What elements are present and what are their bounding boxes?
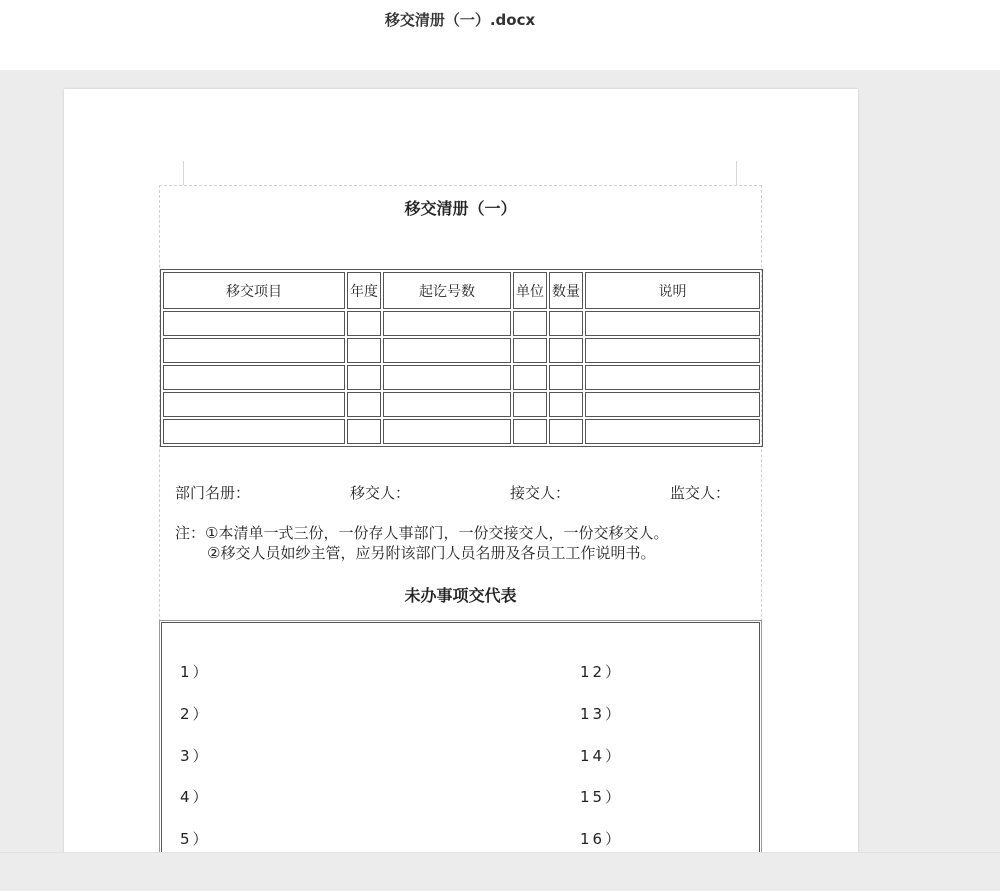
column-header: 移交项目 [163,272,345,309]
table-cell[interactable] [549,392,583,417]
table-header-row [163,272,760,309]
table-cell[interactable] [513,365,547,390]
pending-item-right: 15） [580,788,624,806]
pending-item-right: 12） [580,663,624,681]
table-cell[interactable] [163,419,345,444]
table-cell[interactable] [585,365,760,390]
table-cell[interactable] [585,392,760,417]
table-row [163,419,760,444]
margin-mark-left [183,161,184,185]
table-row [163,338,760,363]
table-cell[interactable] [383,419,511,444]
transferor-label: 移交人： [350,484,411,502]
margin-mark-right [736,161,737,185]
table-cell[interactable] [347,419,381,444]
table-cell[interactable] [513,311,547,336]
table-cell[interactable] [383,392,511,417]
column-header: 年度 [347,272,381,309]
pending-item-left: 3） [180,747,211,765]
pending-item-left: 1） [180,663,211,681]
table-cell[interactable] [549,338,583,363]
table-cell[interactable] [347,338,381,363]
table-cell[interactable] [163,338,345,363]
signature-line [175,482,755,502]
note-line-2: ②移交人员如纱主管，应另附该部门人员名册及各员工工作说明书。 [207,544,656,562]
table-cell[interactable] [585,311,760,336]
pending-item-left: 2） [180,705,211,723]
pending-title: 未办事项交代表 [404,586,517,605]
table-cell[interactable] [347,365,381,390]
table-cell[interactable] [549,365,583,390]
table-cell[interactable] [549,419,583,444]
title-bar [0,0,1000,70]
table-cell[interactable] [383,338,511,363]
pending-matters-box [161,622,760,852]
department-label: 部门名册： [175,484,251,502]
bottom-bar [0,852,1000,891]
note-line-1: 注：①本清单一式三份，一份存人事部门，一份交接交人，一份交移交人。 [175,524,669,542]
receiver-label: 接交人： [510,484,571,502]
table-row [163,392,760,417]
document-viewer[interactable] [0,70,1000,852]
page-title: 移交清册（一） [404,199,517,218]
column-header: 单位 [513,272,547,309]
transfer-table [160,269,763,447]
pending-item-left: 5） [180,830,211,848]
table-row [163,311,760,336]
column-header: 起讫号数 [383,272,511,309]
table-cell[interactable] [513,392,547,417]
table-cell[interactable] [347,311,381,336]
pending-item-right: 16） [580,830,624,848]
table-cell[interactable] [585,419,760,444]
table-cell[interactable] [585,338,760,363]
table-cell[interactable] [513,419,547,444]
document-filename: 移交清册（一）.docx [384,11,536,29]
pending-item-right: 14） [580,747,624,765]
column-header: 说明 [585,272,760,309]
table-cell[interactable] [347,392,381,417]
column-header: 数量 [549,272,583,309]
table-cell[interactable] [163,311,345,336]
supervisor-label: 监交人： [670,484,731,502]
document-page [64,89,858,852]
pending-item-left: 4） [180,788,211,806]
table-row [163,365,760,390]
table-cell[interactable] [383,365,511,390]
table-cell[interactable] [549,311,583,336]
table-cell[interactable] [383,311,511,336]
table-cell[interactable] [163,365,345,390]
text-frame [159,185,762,852]
table-cell[interactable] [163,392,345,417]
pending-item-right: 13） [580,705,624,723]
table-cell[interactable] [513,338,547,363]
